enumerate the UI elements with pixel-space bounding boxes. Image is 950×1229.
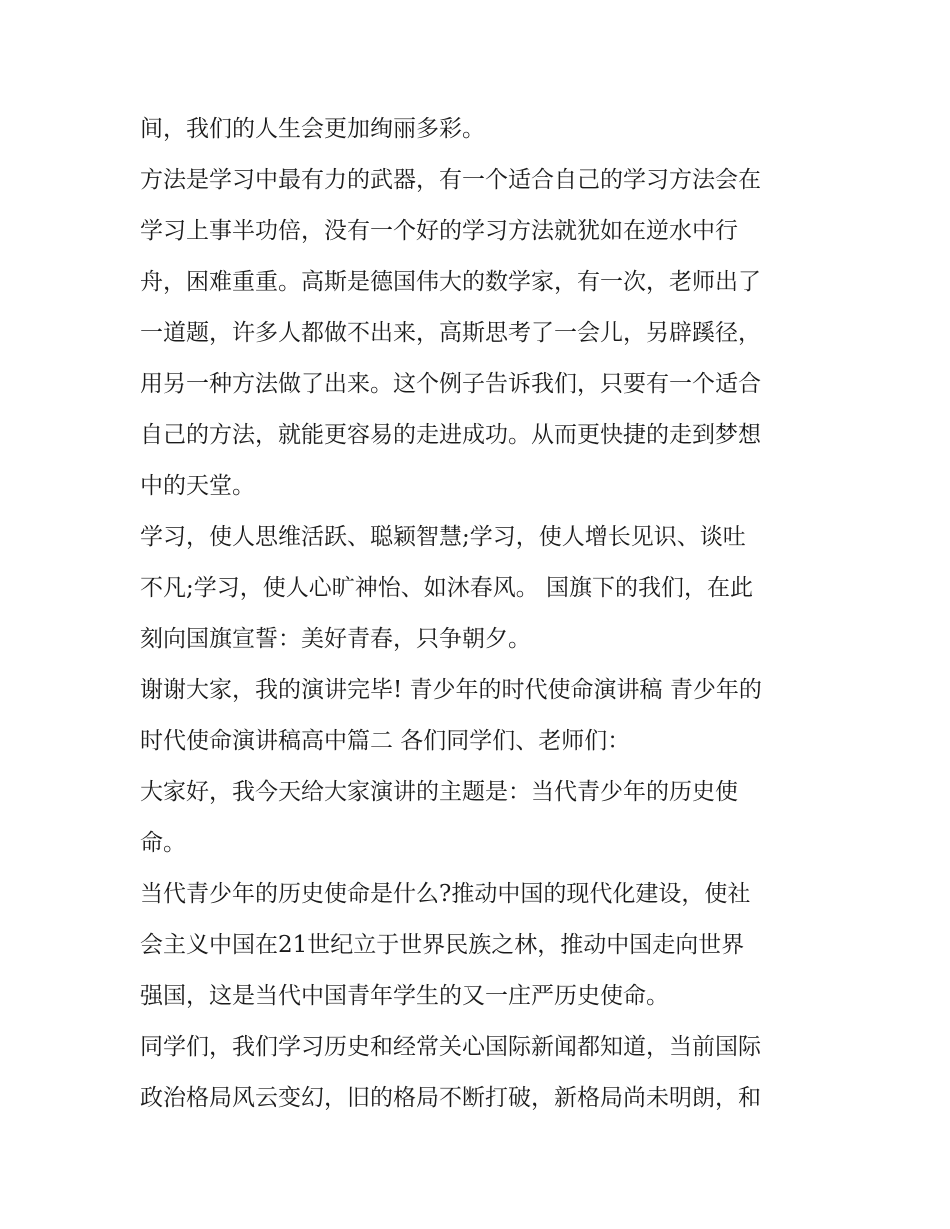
text-line: 中的天堂。 xyxy=(140,473,255,499)
text-line: 舟，困难重重。高斯是德国伟大的数学家，有一次，老师出了 xyxy=(140,269,761,295)
text-line: 用另一种方法做了出来。这个例子告诉我们，只要有一个适合 xyxy=(140,371,761,397)
text-line: 不凡;学习，使人心旷神怡、如沐春风。 国旗下的我们，在此 xyxy=(140,575,754,601)
text-line: 学习，使人思维活跃、聪颖智慧;学习，使人增长见识、谈吐 xyxy=(140,524,746,550)
text-line: 当代青少年的历史使命是什么?推动中国的现代化建设，使社 xyxy=(140,881,751,907)
paragraph-7 xyxy=(140,1022,820,1124)
text-line: 同学们，我们学习历史和经常关心国际新闻都知道，当前国际 xyxy=(140,1034,761,1060)
paragraph-3 xyxy=(140,512,820,665)
paragraph-4 xyxy=(140,665,820,767)
text-line: 学习上事半功倍，没有一个好的学习方法就犹如在逆水中行 xyxy=(140,218,738,244)
text-line: 方法是学习中最有力的武器，有一个适合自己的学习方法会在 xyxy=(140,167,761,193)
text-line: 谢谢大家，我的演讲完毕! 青少年的时代使命演讲稿 青少年的 xyxy=(140,677,762,703)
paragraph-2 xyxy=(140,155,820,512)
document-body xyxy=(140,104,820,1124)
text-line: 命。 xyxy=(140,830,186,856)
text-line: 会主义中国在21世纪立于世界民族之林，推动中国走向世界 xyxy=(140,932,745,958)
text-line: 时代使命演讲稿高中篇二 各们同学们、老师们： xyxy=(140,728,631,754)
paragraph-5 xyxy=(140,767,820,869)
paragraph-1 xyxy=(140,104,820,155)
text-line: 强国，这是当代中国青年学生的又一庄严历史使命。 xyxy=(140,983,669,1009)
text-line: 刻向国旗宣誓：美好青春，只争朝夕。 xyxy=(140,626,531,652)
text-line: 一道题，许多人都做不出来，高斯思考了一会儿，另辟蹊径， xyxy=(140,320,761,346)
text-line: 大家好，我今天给大家演讲的主题是：当代青少年的历史使 xyxy=(140,779,738,805)
text-line: 政治格局风云变幻，旧的格局不断打破，新格局尚未明朗，和 xyxy=(140,1085,761,1111)
text-line: 自己的方法，就能更容易的走进成功。从而更快捷的走到梦想 xyxy=(140,422,761,448)
paragraph-6 xyxy=(140,869,820,1022)
text-line: 间，我们的人生会更加绚丽多彩。 xyxy=(140,116,485,142)
